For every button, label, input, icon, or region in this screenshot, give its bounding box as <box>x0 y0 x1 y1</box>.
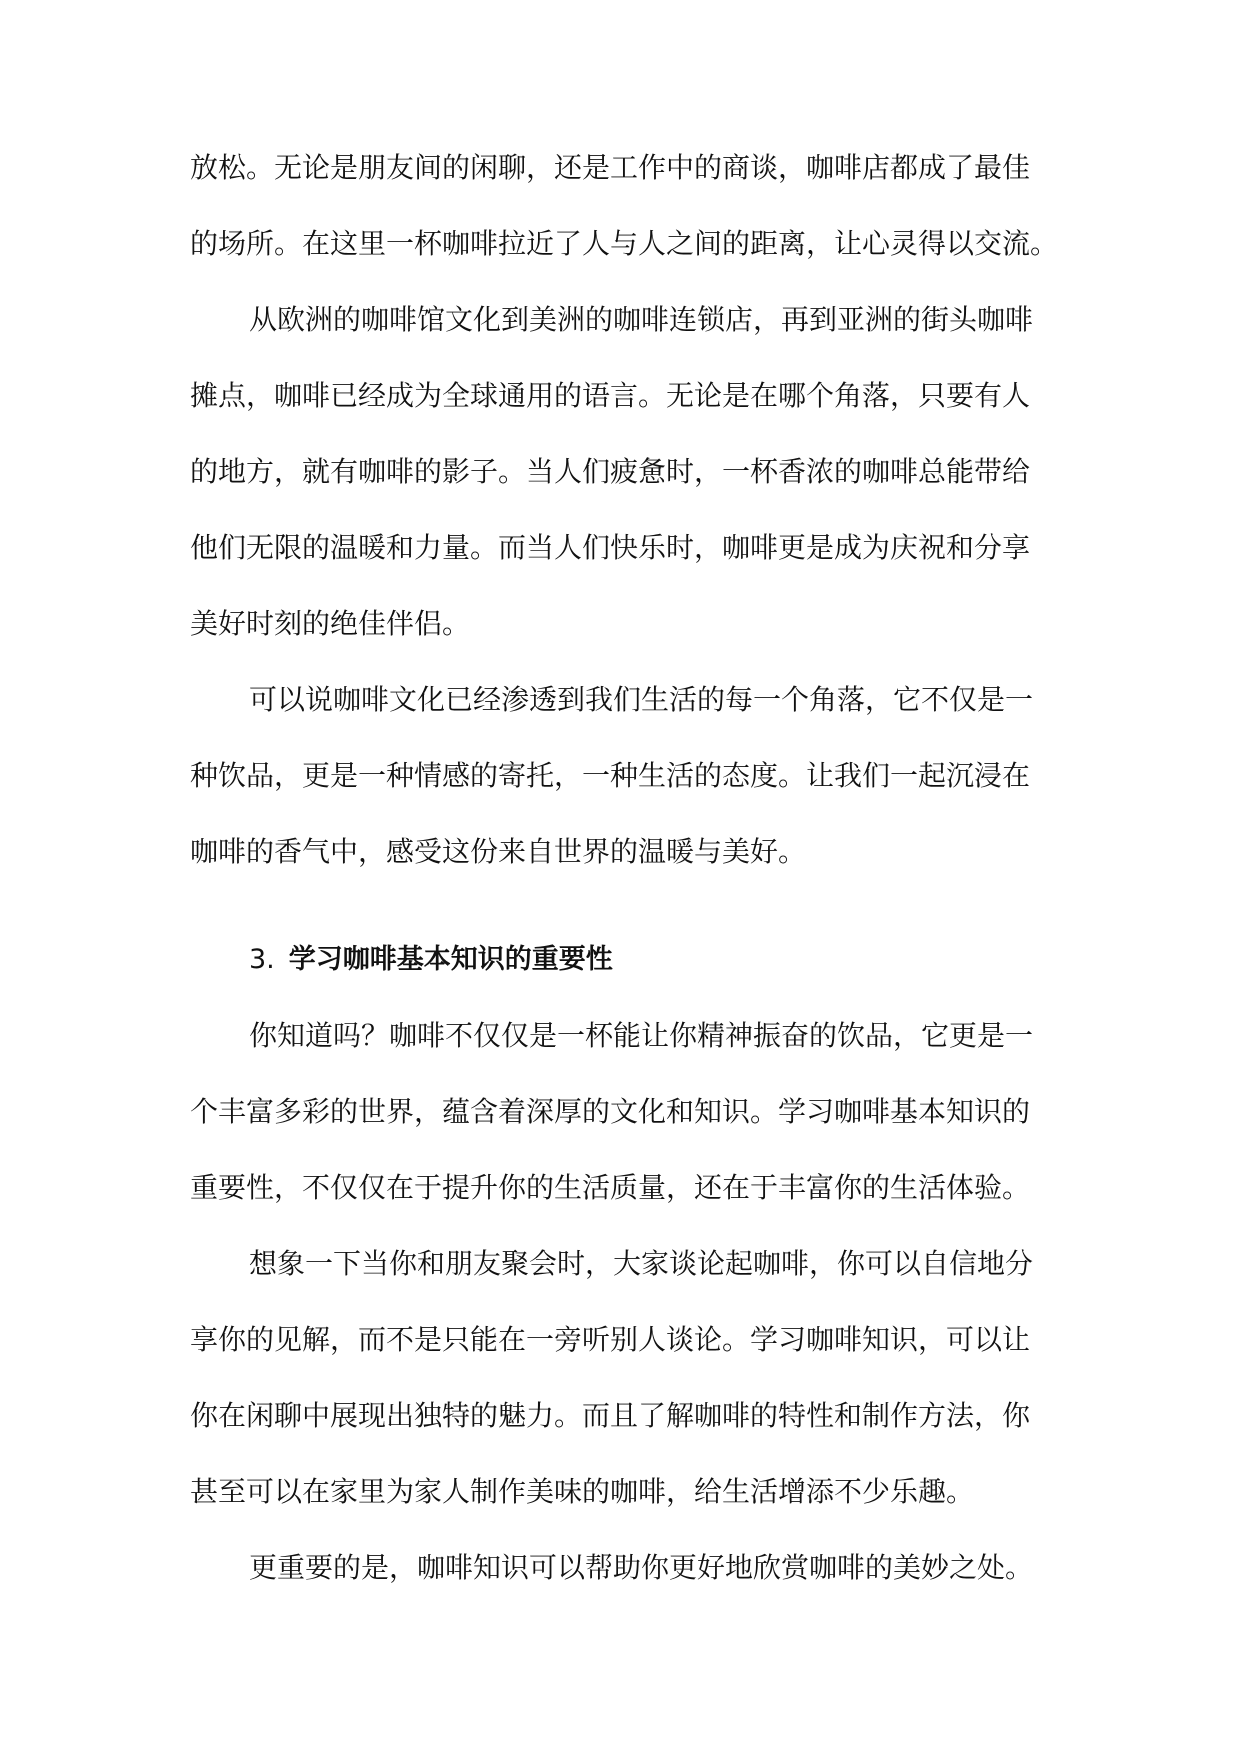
paragraph-4-line-3: 重要性，不仅仅在于提升你的生活质量，还在于丰富你的生活体验。 <box>190 1171 1031 1204</box>
paragraph-4-line-2: 个丰富多彩的世界，蕴含着深厚的文化和知识。学习咖啡基本知识的 <box>190 1095 1031 1128</box>
paragraph-2-line-5: 美好时刻的绝佳伴侣。 <box>190 607 471 640</box>
paragraph-5-line-2: 享你的见解，而不是只能在一旁听别人谈论。学习咖啡知识，可以让 <box>190 1323 1031 1356</box>
paragraph-4-line-1: 你知道吗？咖啡不仅仅是一杯能让你精神振奋的饮品，它更是一 <box>249 1019 1034 1052</box>
section-heading <box>249 938 613 982</box>
paragraph-3-line-1: 可以说咖啡文化已经渗透到我们生活的每一个角落，它不仅是一 <box>249 683 1034 716</box>
paragraph-2-line-1: 从欧洲的咖啡馆文化到美洲的咖啡连锁店，再到亚洲的街头咖啡 <box>249 303 1034 336</box>
paragraph-6-line-1: 更重要的是，咖啡知识可以帮助你更好地欣赏咖啡的美妙之处。 <box>249 1551 1034 1584</box>
paragraph-5-line-4: 甚至可以在家里为家人制作美味的咖啡，给生活增添不少乐趣。 <box>190 1475 975 1508</box>
paragraph-1-line-1: 放松。无论是朋友间的闲聊，还是工作中的商谈，咖啡店都成了最佳 <box>190 151 1031 184</box>
paragraph-5-line-3: 你在闲聊中展现出独特的魅力。而且了解咖啡的特性和制作方法，你 <box>190 1399 1031 1432</box>
paragraph-3-line-3: 咖啡的香气中，感受这份来自世界的温暖与美好。 <box>190 835 807 868</box>
section-title: 学习咖啡基本知识的重要性 <box>288 944 613 975</box>
paragraph-2-line-4: 他们无限的温暖和力量。而当人们快乐时，咖啡更是成为庆祝和分享 <box>190 531 1031 564</box>
paragraph-2-line-2: 摊点，咖啡已经成为全球通用的语言。无论是在哪个角落，只要有人 <box>190 379 1031 412</box>
paragraph-1-line-2: 的场所。在这里一杯咖啡拉近了人与人之间的距离，让心灵得以交流。 <box>190 227 1059 260</box>
paragraph-5-line-1: 想象一下当你和朋友聚会时，大家谈论起咖啡，你可以自信地分 <box>249 1247 1034 1280</box>
section-number: 3. <box>249 944 275 975</box>
paragraph-2-line-3: 的地方，就有咖啡的影子。当人们疲惫时，一杯香浓的咖啡总能带给 <box>190 455 1031 488</box>
paragraph-3-line-2: 种饮品，更是一种情感的寄托，一种生活的态度。让我们一起沉浸在 <box>190 759 1031 792</box>
